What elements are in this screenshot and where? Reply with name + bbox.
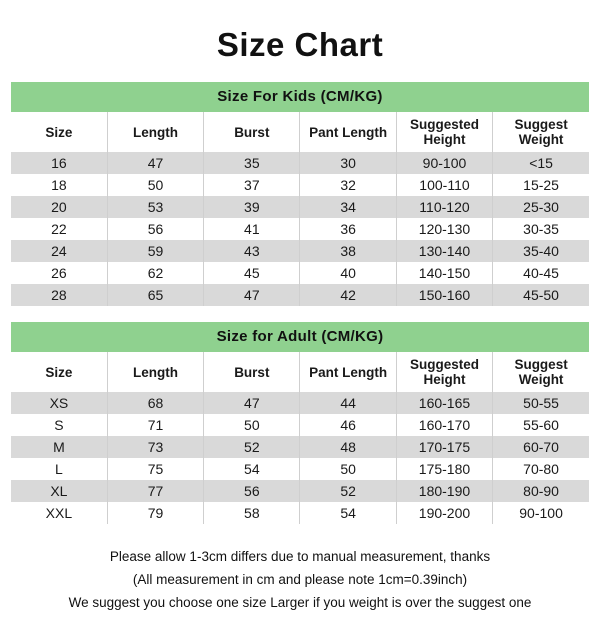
cell-length: 71 [107,414,203,436]
cell-length: 75 [107,458,203,480]
cell-suggest-weight: 40-45 [493,262,589,284]
measurement-notes [10,546,590,615]
column-header-size: Size [11,112,107,152]
cell-pant-length: 52 [300,480,396,502]
table-row [11,174,589,196]
column-header-suggested-height: Suggested Height [396,112,492,152]
table-row [11,414,589,436]
kids-size-table [11,82,589,306]
page-title: Size Chart [216,26,384,63]
cell-pant-length: 46 [300,414,396,436]
cell-length: 68 [107,392,203,414]
cell-suggest-weight: 25-30 [493,196,589,218]
cell-pant-length: 44 [300,392,396,414]
cell-size: 16 [11,152,107,174]
cell-suggested-height: 140-150 [396,262,492,284]
cell-length: 53 [107,196,203,218]
table-row [11,392,589,414]
cell-size: XS [11,392,107,414]
table-row [11,262,589,284]
cell-length: 65 [107,284,203,306]
cell-burst: 39 [204,196,300,218]
note-line-2: (All measurement in cm and please note 1cm=0.39inch) [132,571,468,587]
cell-burst: 52 [204,436,300,458]
cell-pant-length: 50 [300,458,396,480]
cell-suggest-weight: 80-90 [493,480,589,502]
column-header-length: Length [107,352,203,392]
cell-length: 59 [107,240,203,262]
cell-size: XL [11,480,107,502]
adult-table-banner: Size for Adult (CM/KG) [11,322,589,352]
cell-size: XXL [11,502,107,524]
table-row [11,152,589,174]
kids-table-banner-row [11,82,589,112]
column-header-burst: Burst [204,352,300,392]
cell-burst: 58 [204,502,300,524]
cell-size: 26 [11,262,107,284]
cell-burst: 43 [204,240,300,262]
cell-pant-length: 54 [300,502,396,524]
column-header-pant-length: Pant Length [300,352,396,392]
note-line-3: We suggest you choose one size Larger if you weight is over the suggest one [68,594,532,610]
note-line-1: Please allow 1-3cm differs due to manual measurement, thanks [109,549,491,564]
column-header-suggest-weight: Suggest Weight [493,352,589,392]
cell-length: 73 [107,436,203,458]
cell-suggest-weight: 15-25 [493,174,589,196]
cell-pant-length: 30 [300,152,396,174]
cell-burst: 50 [204,414,300,436]
cell-suggest-weight: 35-40 [493,240,589,262]
cell-size: 28 [11,284,107,306]
kids-table-banner: Size For Kids (CM/KG) [11,82,589,112]
cell-suggested-height: 190-200 [396,502,492,524]
cell-burst: 47 [204,284,300,306]
column-header-suggested-height: Suggested Height [396,352,492,392]
cell-burst: 45 [204,262,300,284]
cell-pant-length: 48 [300,436,396,458]
adult-table-header-row [11,352,589,392]
cell-length: 77 [107,480,203,502]
cell-pant-length: 36 [300,218,396,240]
adult-table-banner-row [11,322,589,352]
cell-pant-length: 42 [300,284,396,306]
cell-suggested-height: 130-140 [396,240,492,262]
column-header-size: Size [11,352,107,392]
cell-burst: 35 [204,152,300,174]
size-chart-page [0,26,600,626]
cell-suggested-height: 160-170 [396,414,492,436]
table-row [11,218,589,240]
cell-suggested-height: 110-120 [396,196,492,218]
column-header-length: Length [107,112,203,152]
table-row [11,502,589,524]
cell-suggested-height: 180-190 [396,480,492,502]
table-row [11,240,589,262]
column-header-suggest-weight: Suggest Weight [493,112,589,152]
cell-pant-length: 32 [300,174,396,196]
table-row [11,284,589,306]
cell-suggested-height: 175-180 [396,458,492,480]
cell-burst: 54 [204,458,300,480]
cell-suggested-height: 90-100 [396,152,492,174]
cell-length: 50 [107,174,203,196]
kids-table-header-row [11,112,589,152]
cell-size: L [11,458,107,480]
cell-length: 56 [107,218,203,240]
cell-suggest-weight: 50-55 [493,392,589,414]
column-header-burst: Burst [204,112,300,152]
cell-suggested-height: 170-175 [396,436,492,458]
cell-length: 62 [107,262,203,284]
cell-suggested-height: 120-130 [396,218,492,240]
cell-suggest-weight: 55-60 [493,414,589,436]
cell-size: 20 [11,196,107,218]
table-row [11,436,589,458]
cell-suggest-weight: 30-35 [493,218,589,240]
cell-burst: 56 [204,480,300,502]
cell-suggest-weight: 90-100 [493,502,589,524]
cell-size: 22 [11,218,107,240]
cell-burst: 47 [204,392,300,414]
adult-size-table [11,322,589,524]
cell-burst: 37 [204,174,300,196]
table-row [11,480,589,502]
table-row [11,196,589,218]
cell-suggested-height: 160-165 [396,392,492,414]
column-header-pant-length: Pant Length [300,112,396,152]
cell-pant-length: 34 [300,196,396,218]
cell-suggest-weight: 45-50 [493,284,589,306]
cell-suggested-height: 150-160 [396,284,492,306]
cell-pant-length: 38 [300,240,396,262]
cell-suggested-height: 100-110 [396,174,492,196]
cell-suggest-weight: 60-70 [493,436,589,458]
cell-burst: 41 [204,218,300,240]
cell-length: 79 [107,502,203,524]
cell-size: M [11,436,107,458]
cell-size: 24 [11,240,107,262]
table-spacer [10,306,590,322]
cell-pant-length: 40 [300,262,396,284]
cell-suggest-weight: 70-80 [493,458,589,480]
cell-size: S [11,414,107,436]
cell-size: 18 [11,174,107,196]
cell-suggest-weight: <15 [493,152,589,174]
table-row [11,458,589,480]
cell-length: 47 [107,152,203,174]
